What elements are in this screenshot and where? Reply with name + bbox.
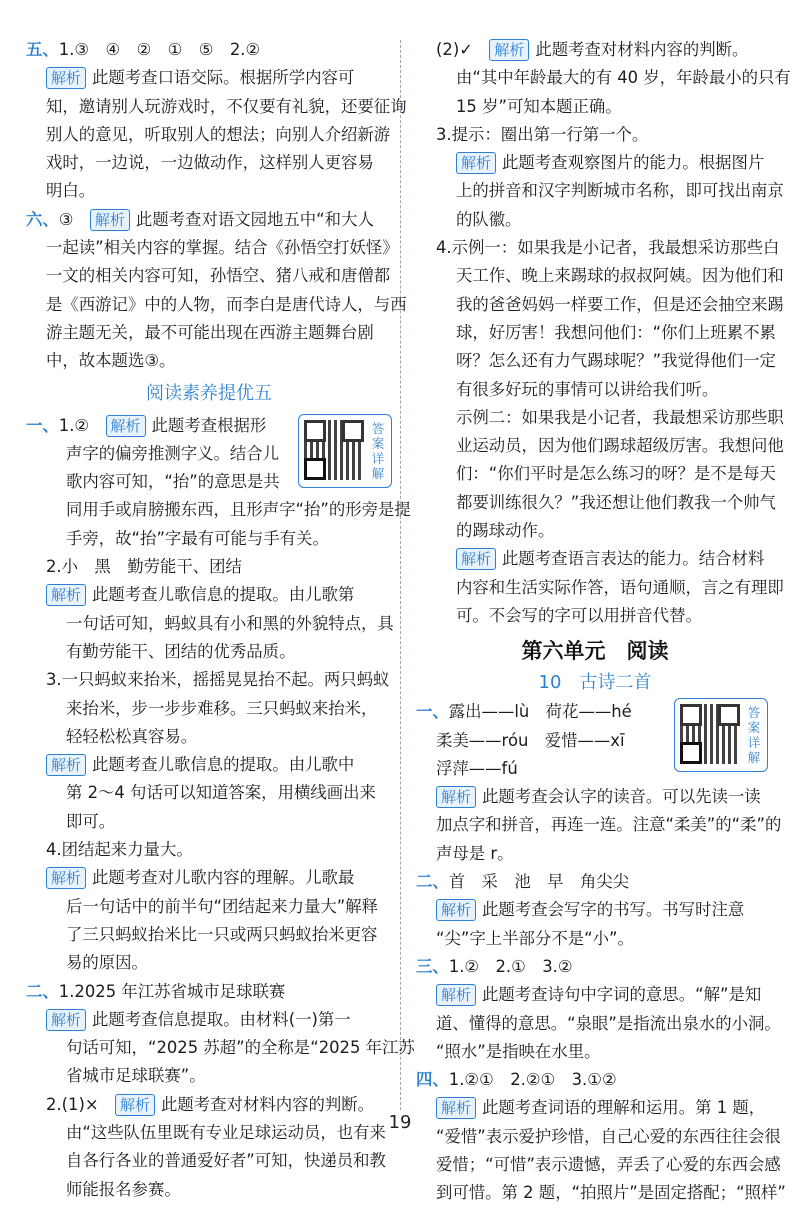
explanation-line: 一起读”相关内容的掌握。结合《孙悟空打妖怪》	[46, 238, 399, 258]
question-2-part-2	[416, 36, 791, 121]
section-five	[26, 36, 407, 206]
explanation-line: 此题考查语言表达的能力。结合材料	[502, 549, 765, 569]
qr-code[interactable]	[298, 414, 392, 488]
explanation-line: 一句话可知，蚂蚁具有小和黑的外貌特点，具	[66, 613, 394, 633]
section-mark: 三、	[416, 956, 449, 976]
answer-text: 来抬米，步一步步难移。三只蚂蚁来抬米，	[66, 698, 378, 718]
answer-text: 们：“你们平时是怎么练习的呀？是不是每天	[456, 464, 776, 484]
answer-text: 4.团结起来力量大。	[46, 840, 193, 860]
analysis-tag: 解析	[46, 867, 86, 889]
analysis-tag: 解析	[436, 1097, 476, 1119]
explanation-line: 后一句话中的前半句“团结起来力量大”解释	[66, 896, 379, 916]
explanation-line: 此题考查观察图片的能力。根据图片	[502, 153, 765, 173]
section-mark: 六、	[26, 209, 59, 229]
question-3	[416, 121, 784, 234]
section-title: 阅读素养提优五	[146, 382, 272, 404]
answer-text: 4.示例一：如果我是小记者，我最想采访那些白	[436, 238, 780, 258]
section-six	[26, 206, 407, 376]
pinyin-pair: 柔美——róu 爱惜——xī	[436, 730, 625, 750]
explanation-line: 知，邀请别人玩游戏时，不仅要有礼貌，还要征询	[46, 96, 407, 116]
explanation-line: 中，故本题选③。	[46, 351, 176, 371]
explanation-line: 到可惜。第 2 题，“拍照片”是固定搭配；“照样”	[436, 1183, 786, 1203]
answer-text: 1.2025 年江苏省城市足球联赛	[58, 981, 286, 1001]
answer-text: 3.一只蚂蚁来抬米，摇摇晃晃抬不起。两只蚂蚁	[46, 670, 390, 690]
explanation-line: 此题考查根据形	[151, 415, 267, 435]
answer-text: 示例二：如果我是小记者，我最想采访那些职	[456, 407, 784, 427]
explanation-line: 内容和生活实际作答，语句通顺，言之有理即	[456, 577, 784, 597]
explanation-line: 同用手或肩膀搬东西，且形声字“抬”的形旁是提	[66, 500, 411, 520]
explanation-line: 可。不会写的字可以用拼音代替。	[456, 605, 702, 625]
explanation-line: 由“这些队伍里既有专业足球运动员，也有来	[66, 1122, 386, 1142]
analysis-tag: 解析	[436, 899, 476, 921]
explanation-line: 此题考查口语交际。根据所学内容可	[92, 68, 355, 88]
explanation-line: 此题考查对语文园地五中“和大人	[135, 209, 374, 229]
explanation-line: “照水”是指映在水里。	[436, 1041, 601, 1061]
analysis-tag: 解析	[436, 984, 476, 1006]
explanation-line: 别人的意见，听取别人的想法；向别人介绍新游	[46, 124, 391, 144]
explanation-line: 游主题无关，最不可能出现在西游主题舞台剧	[46, 322, 374, 342]
explanation-line: 由“其中年龄最大的有 40 岁，年龄最小的只有	[456, 68, 791, 88]
section-mark: 五、	[26, 40, 59, 59]
section-mark: 一、	[416, 702, 449, 722]
answer-text: 首 采 池 早 角尖尖	[448, 872, 630, 892]
explanation-line: 师能报名参赛。	[66, 1179, 181, 1199]
answer-text: 轻轻松松真容易。	[66, 726, 198, 746]
question-4	[416, 234, 784, 630]
analysis-tag: 解析	[46, 754, 86, 776]
qr-label: 答案详解	[747, 705, 761, 766]
qr-corner	[304, 458, 326, 480]
answer-text: 3.提示：圈出第一行第一个。	[436, 124, 649, 144]
section-mark: 四、	[416, 1070, 449, 1090]
explanation-line: 此题考查对材料内容的判断。	[161, 1094, 375, 1114]
answer-text: 的踢球动作。	[456, 521, 555, 541]
lesson-section-four	[416, 1066, 786, 1207]
explanation-line: 15 岁”可知本题正确。	[456, 96, 622, 116]
analysis-tag: 解析	[46, 67, 86, 89]
pinyin-pair: 露出——lù 荷花——hé	[448, 702, 632, 722]
pinyin-pair: 浮萍——fú	[436, 758, 518, 778]
qr-code[interactable]	[674, 698, 768, 772]
analysis-tag: 解析	[456, 152, 496, 174]
explanation-line: 此题考查对材料内容的判断。	[535, 40, 749, 59]
explanation-line: 爱惜；“可惜”表示遗憾，弄丢了心爱的东西会感	[436, 1154, 781, 1174]
explanation-line: 省城市足球联赛”。	[66, 1066, 206, 1086]
explanation-line: 声字的偏旁推测字义。结合儿	[66, 443, 280, 463]
reading-part-one	[26, 412, 411, 978]
answer-text: 1.② 2.① 3.②	[448, 956, 573, 976]
explanation-line: 有勤劳能干、团结的优秀品质。	[66, 641, 296, 661]
section-mark: 一、	[26, 415, 59, 435]
answer-text: 2.小 黑 勤劳能干、团结	[46, 557, 242, 577]
answer-text: 1.②	[58, 415, 90, 435]
explanation-line: 第 2～4 句话可以知道答案，用横线画出来	[66, 783, 376, 803]
lesson-title: 10 古诗二首	[538, 672, 652, 694]
explanation-line: 句话可知，“2025 苏超”的全称是“2025 年江苏	[66, 1038, 415, 1058]
answer-text: 业运动员，因为他们踢球超级厉害。我想问他	[456, 436, 784, 456]
lesson-section-three	[416, 953, 781, 1066]
explanation-line: 声母是 r。	[436, 843, 514, 863]
explanation-line: 一文的相关内容可知，孙悟空、猪八戒和唐僧都	[46, 266, 391, 286]
analysis-tag: 解析	[436, 786, 476, 808]
explanation-line: 上的拼音和汉字判断城市名称，即可找出南京	[456, 181, 784, 201]
answer-text: ③	[58, 209, 74, 229]
analysis-tag: 解析	[46, 584, 86, 606]
qr-corner	[680, 742, 702, 764]
section-mark: 二、	[416, 872, 449, 892]
lesson-section-two	[416, 868, 774, 953]
explanation-line: 手旁，故“抬”字最有可能与手有关。	[66, 528, 329, 548]
analysis-tag: 解析	[456, 548, 496, 570]
section-mark: 二、	[26, 981, 59, 1001]
right-column	[416, 36, 791, 1208]
analysis-tag: 解析	[106, 415, 146, 437]
answer-text: 天工作、晚上来踢球的叔叔阿姨。因为他们和	[456, 266, 784, 286]
unit-title: 第六单元 阅读	[521, 639, 669, 664]
explanation-line: 此题考查儿歌信息的提取。由儿歌第	[92, 585, 355, 605]
explanation-line: 此题考查儿歌信息的提取。由儿歌中	[92, 755, 355, 775]
analysis-tag: 解析	[115, 1094, 155, 1116]
answer-text: 球，好厉害！我想问他们：“你们上班累不累	[456, 322, 776, 342]
explanation-line: 此题考查对儿歌内容的理解。儿歌最	[92, 868, 355, 888]
explanation-line: 加点字和拼音，再连一连。注意“柔美”的“柔”的	[436, 815, 782, 835]
explanation-line: 此题考查会认字的读音。可以先读一读	[482, 787, 761, 807]
page-number: 19	[388, 1112, 412, 1133]
explanation-line: 此题考查信息提取。由材料(一)第一	[92, 1009, 351, 1029]
explanation-line: 此题考查诗句中字词的意思。“解”是知	[482, 985, 762, 1005]
column-divider	[400, 40, 401, 1110]
explanation-line: 明白。	[46, 181, 96, 201]
explanation-line: 自各行各业的普通爱好者”可知，快递员和教	[66, 1151, 386, 1171]
lesson-section-one	[416, 698, 782, 868]
analysis-tag: 解析	[90, 209, 130, 231]
explanation-line: 易的原因。	[66, 953, 148, 973]
explanation-line: 了三只蚂蚁抬米比一只或两只蚂蚁抬米更容	[66, 924, 378, 944]
answer-text: (2)✓	[436, 40, 473, 59]
explanation-line: 此题考查会写字的书写。书写时注意	[482, 900, 745, 920]
answer-text: 有很多好玩的事情可以讲给我们听。	[456, 379, 719, 399]
explanation-line: 是《西游记》中的人物，而李白是唐代诗人，与西	[46, 294, 407, 314]
explanation-line: “尖”字上半部分不是“小”。	[436, 928, 634, 948]
qr-label: 答案详解	[371, 420, 385, 481]
explanation-line: 即可。	[66, 811, 116, 831]
answer-text: 呀？怎么还有力气踢球呢？”我觉得他们一定	[456, 351, 776, 371]
answer-text: 1.②① 2.②① 3.①②	[448, 1070, 617, 1090]
analysis-tag: 解析	[46, 1009, 86, 1031]
explanation-line: 的队徽。	[456, 209, 522, 229]
explanation-line: 此题考查词语的理解和运用。第 1 题，	[482, 1098, 766, 1118]
explanation-line: “爱惜”表示爱护珍惜，自己心爱的东西往往会很	[436, 1126, 781, 1146]
explanation-line: 戏时，一边说，一边做动作，这样别人更容易	[46, 153, 374, 173]
answer-text: 都要训练很久？”我还想让他们教我一个帅气	[456, 492, 776, 512]
answer-text: 2.(1)×	[46, 1094, 99, 1114]
analysis-tag: 解析	[489, 39, 529, 61]
explanation-line: 歌内容可知，“抬”的意思是共	[66, 472, 280, 492]
answer-text: 我的爸爸妈妈一样要工作，但是还会抽空来踢	[456, 294, 784, 314]
answer-text: 1.③ ④ ② ① ⑤ 2.②	[58, 40, 261, 59]
explanation-line: 道、懂得的意思。“泉眼”是指流出泉水的小洞。	[436, 1013, 781, 1033]
